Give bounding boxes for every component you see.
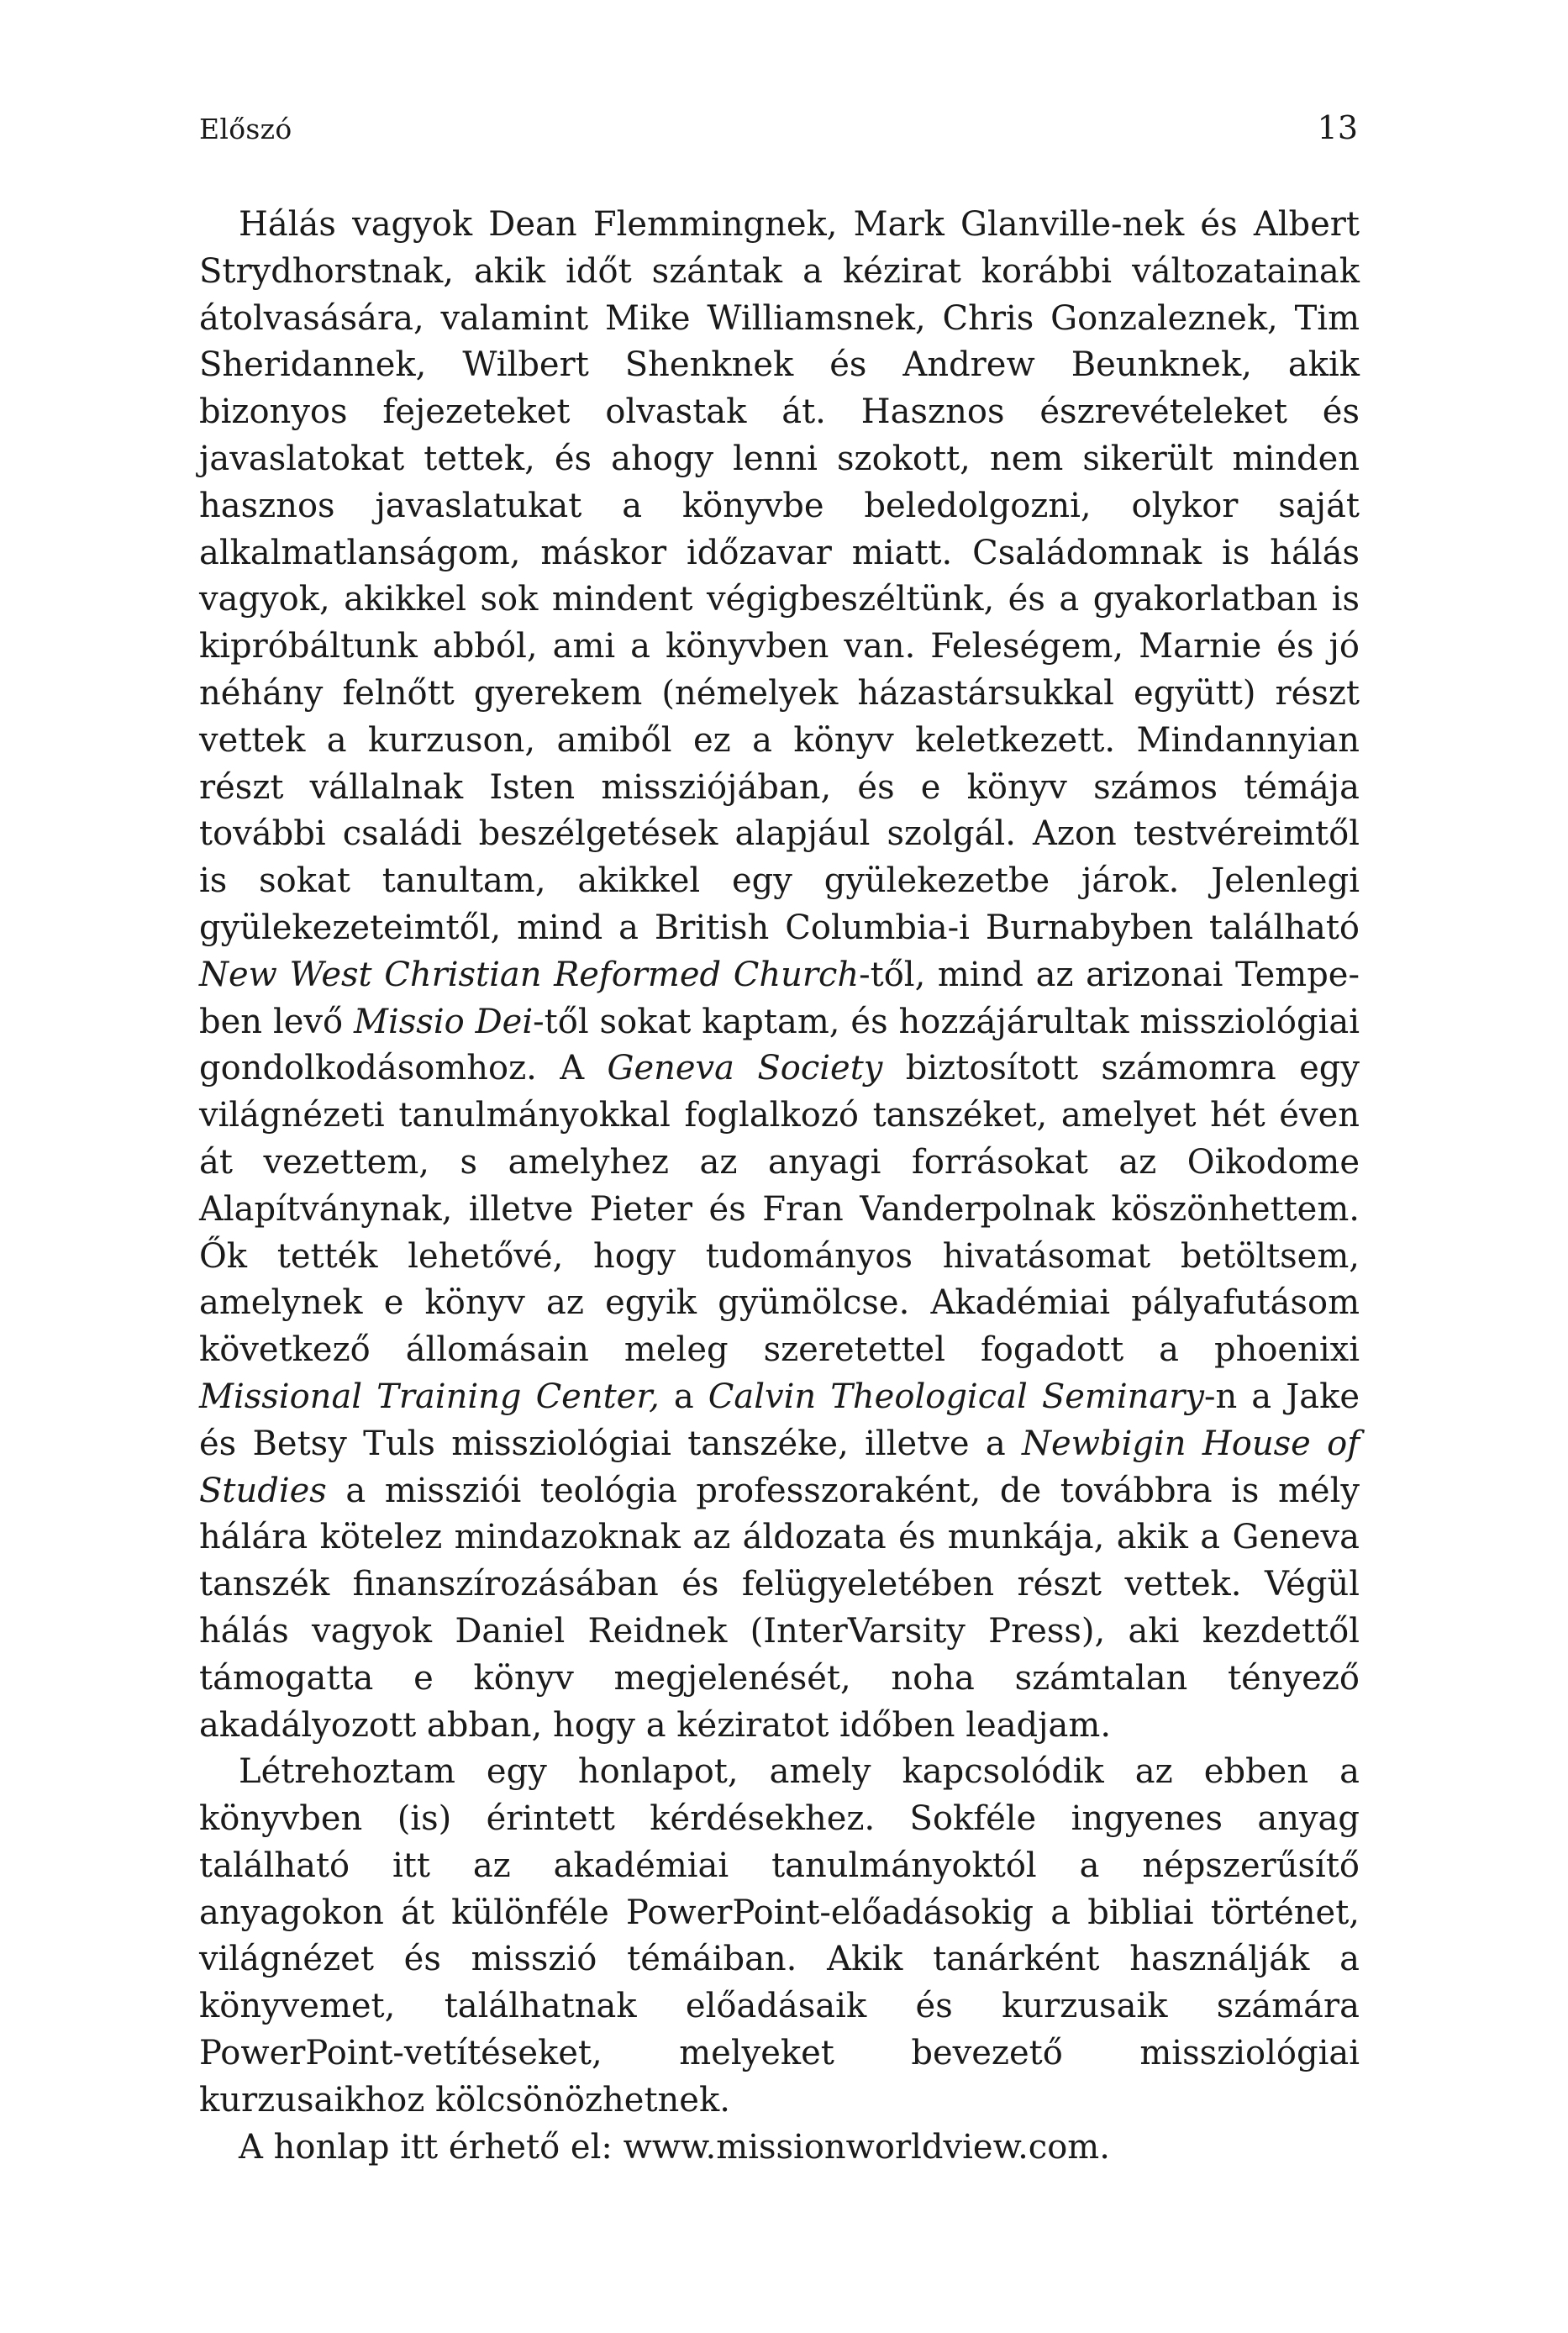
text-run: a bbox=[659, 1377, 708, 1416]
text-run: a missziói teológia professzoraként, de továbbra is mély hálára kötelez mindazoknak az áldozata és munkája, akik a Geneva tanszék finanszírozásában és felügyeletében részt vettek. Végül hálás vagyok Daniel Reidnek (InterVarsity Press), aki kezdettől támogatta e könyv megjelenését, noha számtalan tényező akadályozott abban, hogy a kéziratot időben leadjam. bbox=[199, 1471, 1360, 1745]
text-run: -től sokat kaptam, és hozzájárultak missziológiai gondolkodásomhoz. A bbox=[199, 1002, 1360, 1088]
paragraph-website-url bbox=[199, 2125, 1360, 2172]
italic-training-center: Missional Training Center, bbox=[199, 1377, 660, 1416]
text-run: A honlap itt érhető el: www.missionworldview.com. bbox=[239, 2127, 1110, 2167]
paragraph-website bbox=[199, 1749, 1360, 2124]
text-run: Hálás vagyok Dean Flemmingnek, Mark Glanville-nek és Albert Strydhorstnak, akik időt szántak a kézirat korábbi változatainak átolvasására, valamint Mike Williamsnek, Chris Gonzaleznek, Tim Sheridannek, Wilbert Shenknek és Andrew Beunknek, akik bizonyos fejezeteket olvastak át. Hasznos észrevételeket és javaslatokat tettek, és ahogy lenni szokott, nem sikerült minden hasznos javaslatukat a könyvbe beledolgozni, olykor saját alkalmatlanságom, máskor időzavar miatt. Családomnak is hálás vagyok, akikkel sok mindent végigbeszéltünk, és a gyakorlatban is kipróbáltunk abból, ami a könyvben van. Feleségem, Marnie és jó néhány felnőtt gyerekem (némelyek házastársukkal együtt) részt vettek a kurzuson, amiből ez a könyv keletkezett. Mindannyian részt vállalnak Isten missziójában, és e könyv számos témája további családi beszélgetések alapjául szolgál. Azon testvéreimtől is sokat tanultam, akikkel egy gyülekezetbe járok. Jelenlegi gyülekezeteimtől, mind a British Columbia-i Burnabyben található bbox=[199, 205, 1360, 947]
body-text bbox=[199, 202, 1360, 2171]
paragraph-acknowledgements bbox=[199, 202, 1360, 1749]
text-run: -től, mind az arizonai Tempe-ben levő bbox=[199, 955, 1360, 1041]
italic-house-of-studies: Newbigin House of Studies bbox=[199, 1424, 1360, 1510]
italic-geneva-society: Geneva Society bbox=[607, 1049, 883, 1088]
italic-church-name: New West Christian Reformed Church bbox=[199, 955, 860, 994]
text-run: Létrehoztam egy honlapot, amely kapcsolódik az ebben a könyvben (is) érintett kérdésekhez. Sokféle ingyenes anyag található itt az akadémiai tanulmányoktól a népszerűsítő anyagokon át különféle PowerPoint-előadásokig a bibliai történet, világnézet és misszió témáiban. Akik tanárként használják a könyvemet, találhatnak előadásaik és kurzusaik számára PowerPoint-vetítéseket, melyeket bevezető missziológiai kurzusaikhoz kölcsönözhetnek. bbox=[199, 1752, 1360, 2120]
text-run: biztosított számomra egy világnézeti tanulmányokkal foglalkozó tanszéket, amelyet hét éven át vezettem, s amelyhez az anyagi forrásokat az Oikodome Alapítványnak, illetve Pieter és Fran Vanderpolnak köszönhettem. Ők tették lehetővé, hogy tudományos hivatásomat betöltsem, amelynek e könyv az egyik gyümölcse. Akadémiai pályafutásom következő állomásain meleg szeretettel fogadott a phoenixi bbox=[199, 1049, 1360, 1370]
italic-missio-dei: Missio Dei bbox=[354, 1002, 534, 1041]
italic-seminary: Calvin Theological Seminary bbox=[708, 1377, 1204, 1416]
running-head-title: Előszó bbox=[199, 113, 292, 145]
page-number: 13 bbox=[1317, 109, 1358, 146]
text-run: -n a Jake és Betsy Tuls missziológiai tanszéke, illetve a bbox=[199, 1377, 1360, 1463]
